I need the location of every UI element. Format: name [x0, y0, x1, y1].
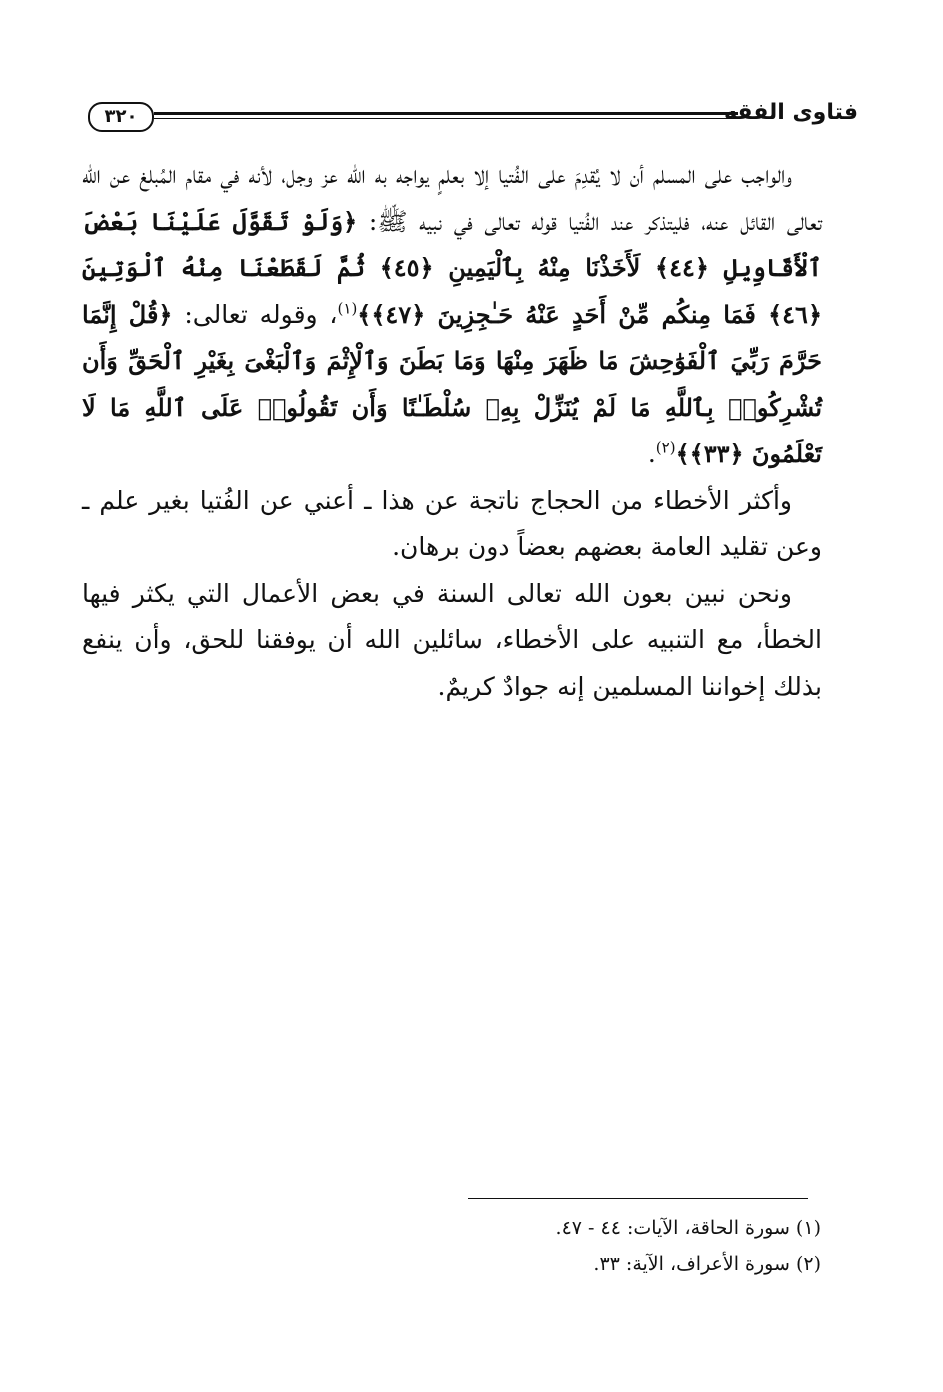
footnotes [556, 1210, 821, 1282]
quran-verse-1: ﴿وَلَوْ تَقَوَّلَ عَلَيْنَا بَعْضَ ٱلْأَقَاوِيلِ ﴿٤٤﴾ لَأَخَذْنَا مِنْهُ بِٱلْيَمِينِ ﴿٤٥﴾ ثُمَّ لَقَطَعْنَا مِنْهُ ٱلْوَتِينَ ﴿٤٦﴾ فَمَا مِنكُم مِّنْ أَحَدٍ عَنْهُ حَـٰجِزِينَ ﴿٤٧﴾﴾ [82, 206, 823, 329]
footnote-ref-2: (٢) [655, 438, 676, 457]
paragraph-1-text-b: ، وقوله تعالى: [184, 299, 338, 329]
paragraph-2: وأكثر الأخطاء من الحجاج ناتجة عن هذا ـ أعني عن الفُتيا بغير علم ـ وعن تقليد العامة بعضهم بعضاً دون برهان. [82, 485, 822, 561]
page-header [88, 98, 858, 134]
header-rule [154, 112, 738, 115]
paragraph-1 [82, 152, 822, 478]
paragraph-1-end: . [647, 439, 656, 468]
footnote-divider [468, 1198, 808, 1199]
main-text [82, 152, 822, 710]
footnote-1: (١) سورة الحاقة، الآيات: ٤٤ - ٤٧. [555, 1217, 821, 1239]
quran-verse-2: ﴿قُلْ إِنَّمَا حَرَّمَ رَبِّيَ ٱلْفَوَٰحِشَ مَا ظَهَرَ مِنْهَا وَمَا بَطَنَ وَٱلْإِثْمَ وَٱلْبَغْىَ بِغَيْرِ ٱلْحَقِّ وَأَن تُشْرِكُوا۟ بِٱللَّهِ مَا لَمْ يُنَزِّلْ بِهِۦ سُلْطَـٰنًا وَأَن تَقُولُوا۟ عَلَى ٱللَّهِ مَا لَا تَعْلَمُونَ ﴿٣٣﴾﴾ [82, 299, 822, 468]
footnote-ref-1: (١) [337, 299, 358, 318]
paragraph-1-text: والواجب على المسلم أن لا يُقدِمَ على الفُتيا إلا بعلمٍ يواجه به الله عز وجل، لأنه في مقام المُبلغ عن الله تعالى القائل عنه، فليتذكر عند الفُتيا قوله تعالى في نبيه ﷺ: [82, 160, 822, 236]
footnote-2: (٢) سورة الأعراف، الآية: ٣٣. [593, 1253, 821, 1275]
header-rule-thin [154, 118, 738, 119]
page-number: ٣٢٠ [88, 102, 154, 132]
book-title: فتاوى الفقه [724, 100, 858, 125]
paragraph-3: ونحن نبين بعون الله تعالى السنة في بعض الأعمال التي يكثر فيها الخطأ، مع التنبيه على الأخطاء، سائلين الله أن يوفقنا للحق، وأن ينفع بذلك إخواننا المسلمين إنه جوادٌ كريمٌ. [82, 578, 822, 701]
